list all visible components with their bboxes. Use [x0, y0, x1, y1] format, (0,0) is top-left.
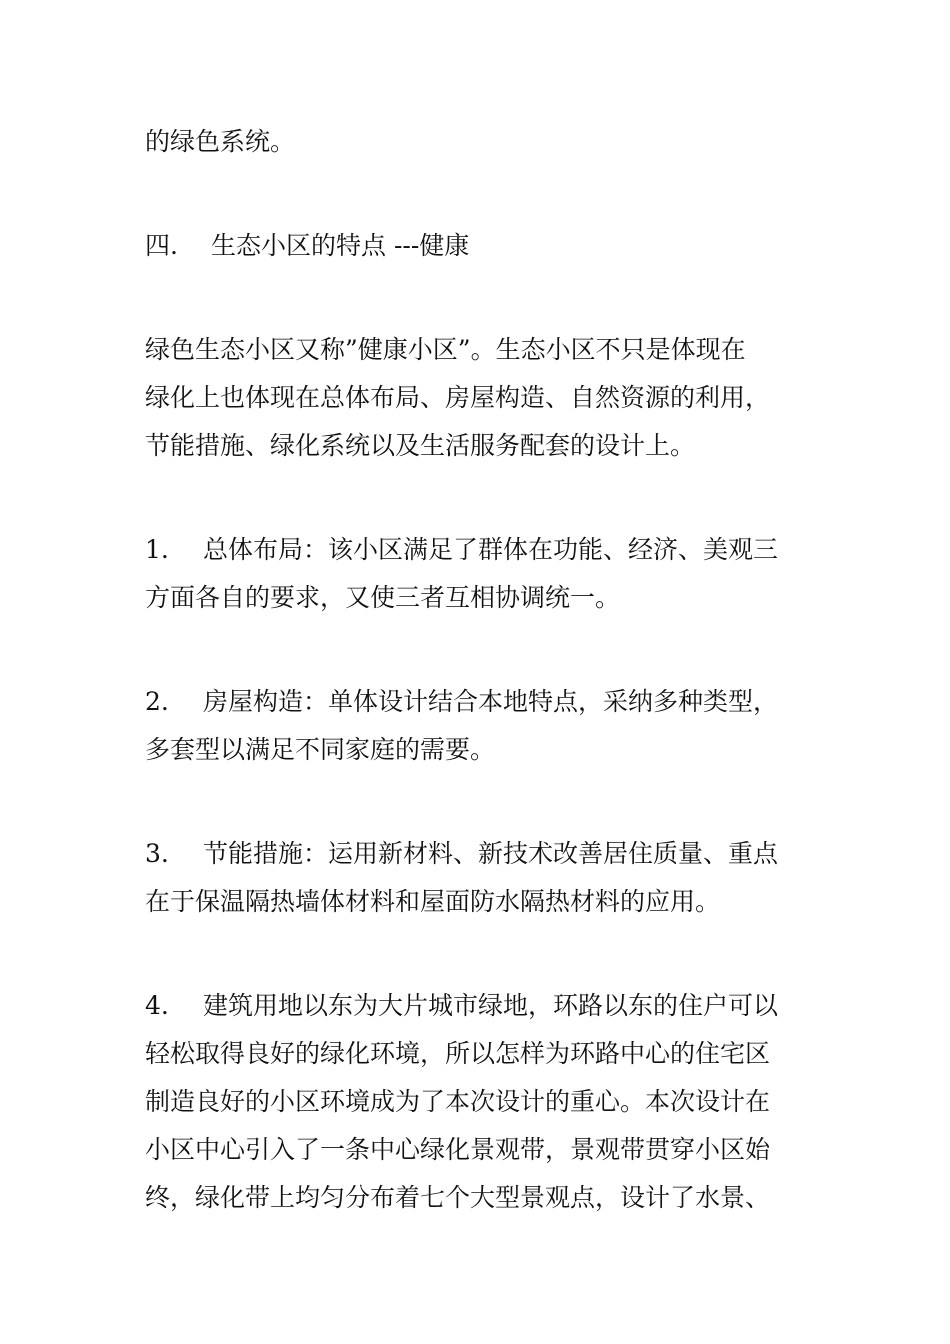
- paragraph-line: 绿化上也体现在总体布局、房屋构造、自然资源的利用，: [145, 383, 771, 412]
- spacer: [145, 470, 810, 526]
- spacer: [145, 774, 810, 830]
- paragraph-line: 绿色生态小区又称”健康小区”。生态小区不只是体现在: [145, 335, 746, 364]
- document-page: [145, 118, 810, 1222]
- spacer: [145, 926, 810, 982]
- list-item-line: [145, 982, 810, 1030]
- spacer: [145, 270, 810, 326]
- list-item-text: 建筑用地以东为大片城市绿地，环路以东的住户可以: [203, 991, 779, 1020]
- intro-tail-text: 的绿色系统。: [145, 127, 296, 156]
- spacer: [145, 166, 810, 222]
- list-item-line: 终，绿化带上均匀分布着七个大型景观点，设计了水景、: [145, 1183, 771, 1212]
- list-item-line: [145, 830, 810, 878]
- list-item-1: [145, 526, 810, 622]
- list-item-3: [145, 830, 810, 926]
- section-heading: [145, 222, 810, 270]
- list-item-number: 2.: [145, 687, 169, 716]
- list-item-text: 房屋构造：单体设计结合本地特点，采纳多种类型，: [203, 687, 779, 716]
- list-item-line: 多套型以满足不同家庭的需要。: [145, 735, 496, 764]
- list-item-2: [145, 678, 810, 774]
- list-item-4: [145, 982, 810, 1222]
- paragraph-health: [145, 326, 810, 470]
- section-number: 四.: [145, 231, 178, 260]
- list-item-line: [145, 678, 810, 726]
- list-item-number: 1.: [145, 535, 169, 564]
- list-item-line: 小区中心引入了一条中心绿化景观带，景观带贯穿小区始: [145, 1135, 771, 1164]
- list-item-text: 节能措施：运用新材料、新技术改善居住质量、重点: [203, 839, 779, 868]
- list-item-line: 在于保温隔热墙体材料和屋面防水隔热材料的应用。: [145, 887, 721, 916]
- paragraph-line: 节能措施、绿化系统以及生活服务配套的设计上。: [145, 431, 696, 460]
- list-item-line: 轻松取得良好的绿化环境，所以怎样为环路中心的住宅区: [145, 1039, 771, 1068]
- section-title: 生态小区的特点 ---健康: [211, 231, 470, 260]
- list-item-line: 制造良好的小区环境成为了本次设计的重心。本次设计在: [145, 1087, 771, 1116]
- list-item-number: 4.: [145, 991, 169, 1020]
- list-item-number: 3.: [145, 839, 169, 868]
- list-item-line: 方面各自的要求，又使三者互相协调统一。: [145, 583, 621, 612]
- list-item-text: 总体布局：该小区满足了群体在功能、经济、美观三: [203, 535, 779, 564]
- list-item-line: [145, 526, 810, 574]
- spacer: [145, 622, 810, 678]
